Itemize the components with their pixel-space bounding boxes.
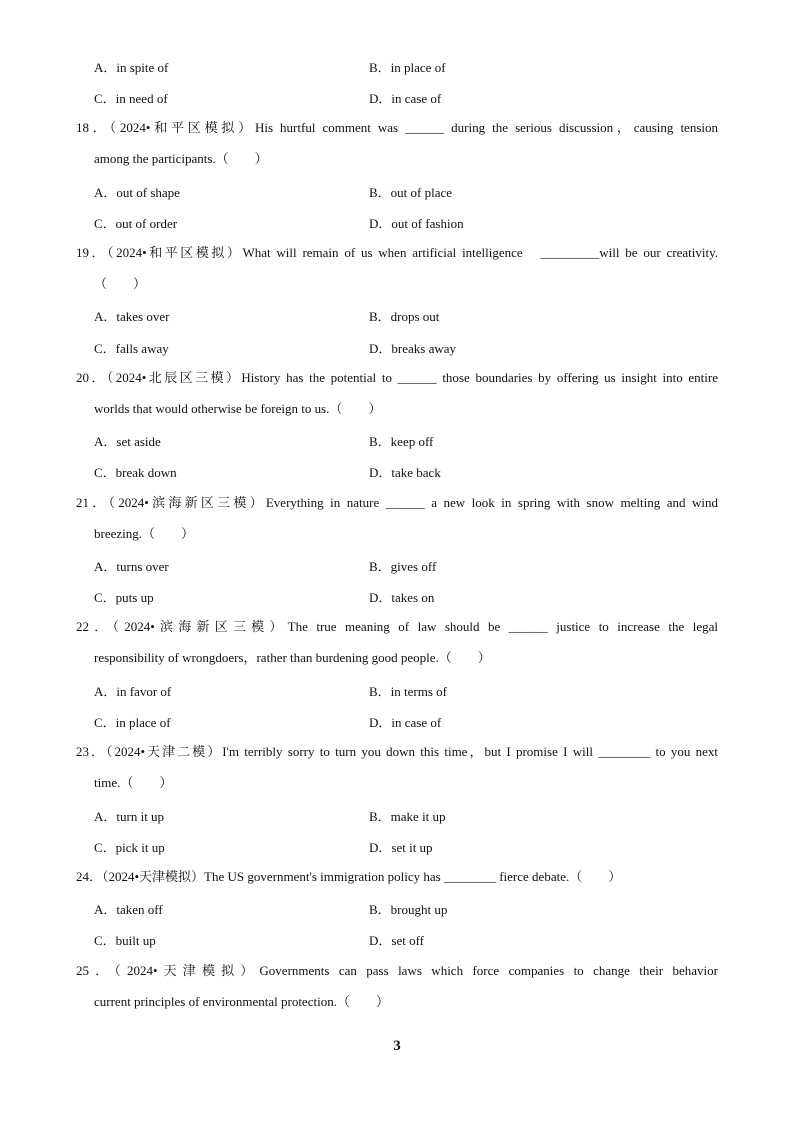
option-a: A．in favor of: [94, 684, 172, 699]
question-stem-continued: time.（ ）: [94, 775, 173, 790]
question-stem-continued: current principles of environmental protection.（ ）: [94, 994, 389, 1009]
question-stem: 19．（2024•和平区模拟）What will remain of us when artificial intelligence _________will be our creativity.: [76, 245, 718, 260]
question-19: [76, 237, 718, 299]
option-c: C．break down: [94, 465, 177, 480]
option-b: B．make it up: [369, 809, 446, 824]
question-stem: 18．（2024•和平区模拟）His hurtful comment was ______ during the serious discussion，causing tension: [76, 120, 718, 135]
option-c: C．built up: [94, 933, 156, 948]
option-c: C．in place of: [94, 715, 171, 730]
option-b: B．out of place: [369, 185, 453, 200]
option-c: C．puts up: [94, 590, 154, 605]
question-stem-continued: （ ）: [94, 276, 147, 291]
option-a: A．takes over: [94, 309, 170, 324]
question-stem-continued: responsibility of wrongdoers，rather than burdening good people.（ ）: [94, 650, 491, 665]
question-stem: 22．（2024•滨海新区三模）The true meaning of law should be ______ justice to increase the legal: [76, 619, 718, 634]
option-d: D．out of fashion: [369, 216, 464, 231]
question-stem: 20．（2024•北辰区三模）History has the potential to ______ those boundaries by offering us insight into entire: [76, 370, 718, 385]
option-a: A．in spite of: [94, 60, 169, 75]
option-d: D．in case of: [369, 715, 442, 730]
option-c: C．falls away: [94, 341, 169, 356]
option-d: D．take back: [369, 465, 441, 480]
question-20: [76, 362, 718, 424]
option-d: D．takes on: [369, 590, 435, 605]
option-a: A．set aside: [94, 434, 161, 449]
question-stem: 21．（2024•滨海新区三模）Everything in nature ______ a new look in spring with snow melting and wind: [76, 495, 718, 510]
option-a: A．turn it up: [94, 809, 165, 824]
option-b: B．in terms of: [369, 684, 447, 699]
option-b: B．drops out: [369, 309, 440, 324]
question-stem-continued: breezing.（ ）: [94, 526, 195, 541]
option-a: A．out of shape: [94, 185, 180, 200]
question-21: [76, 487, 718, 549]
option-d: D．set it up: [369, 840, 433, 855]
option-c: C．in need of: [94, 91, 168, 106]
option-c: C．out of order: [94, 216, 178, 231]
option-b: B．keep off: [369, 434, 434, 449]
option-a: A．turns over: [94, 559, 169, 574]
question-stem: 24．（2024•天津模拟）The US government's immigration policy has ________ fierce debate.（ ）: [76, 869, 622, 884]
question-stem-continued: among the participants.（ ）: [94, 151, 268, 166]
question-stem: 23．（2024•天津二模）I'm terribly sorry to turn you down this time，but I promise I will ________ to you next: [76, 744, 718, 759]
question-23: [76, 736, 718, 798]
question-18: [76, 112, 718, 174]
question-22: [76, 611, 718, 673]
option-b: B．gives off: [369, 559, 437, 574]
option-d: D．in case of: [369, 91, 442, 106]
page-number: 3: [393, 1038, 401, 1054]
question-stem: 25．（2024•天津模拟）Governments can pass laws which force companies to change their behavior: [76, 963, 718, 978]
option-b: B．brought up: [369, 902, 448, 917]
option-d: D．breaks away: [369, 341, 456, 356]
question-24: [76, 861, 718, 892]
option-b: B．in place of: [369, 60, 446, 75]
option-a: A．taken off: [94, 902, 163, 917]
option-d: D．set off: [369, 933, 425, 948]
question-stem-continued: worlds that would otherwise be foreign to us.（ ）: [94, 401, 382, 416]
question-25: [76, 955, 718, 1017]
option-c: C．pick it up: [94, 840, 165, 855]
